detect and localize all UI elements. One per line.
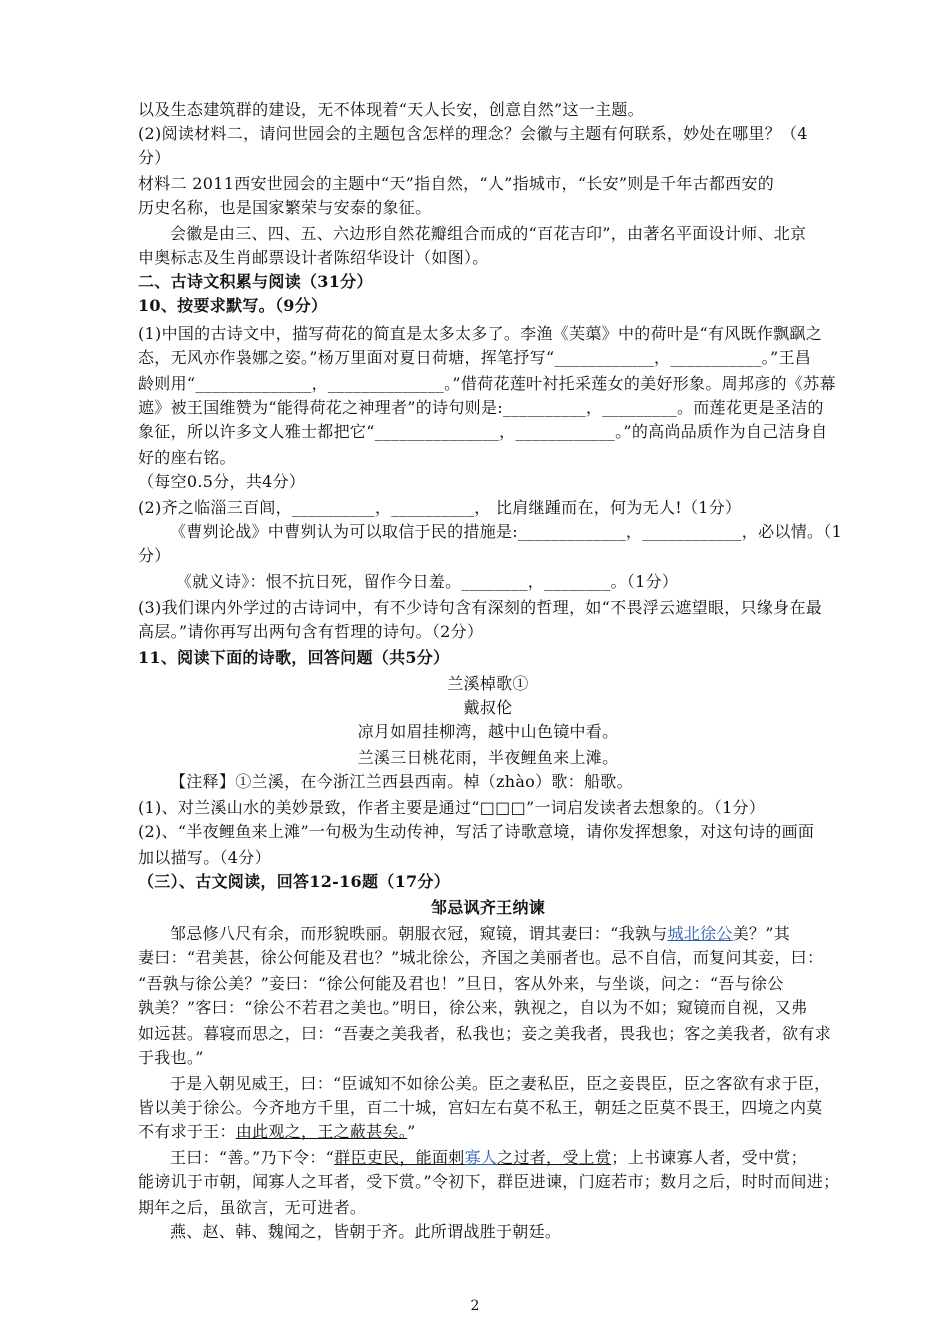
text-line: 分） bbox=[138, 546, 171, 565]
material-line: 会徽是由三、四、五、六边形自然花瓣组合而成的“百花吉印”，由著名平面设计师、北京 bbox=[170, 224, 807, 243]
question-line: 《就义诗》：恨不抗日死，留作今日羞。________，________。（1分） bbox=[176, 572, 679, 591]
question-line: (1)中国的古诗文中，描写荷花的简直是太多太多了。李渔《芙蕖》中的荷叶是“有风既作飘飖之 bbox=[138, 324, 823, 343]
underlined-phrase: 之过者，受上赏 bbox=[497, 1148, 612, 1167]
poem-title: 兰溪棹歌① bbox=[447, 674, 529, 693]
question-line: (3)我们课内外学过的古诗词中，有不少诗句含有深刻的哲理，如“不畏浮云遮望眼，只缘身在最 bbox=[138, 598, 823, 617]
passage-line: “吾孰与徐公美？”妾曰：“徐公何能及君也！”旦日，客从外来，与坐谈，问之：“吾与徐公 bbox=[138, 974, 784, 993]
passage-line: 能谤讥于市朝，闻寡人之耳者，受下赏。”令初下，群臣进谏，门庭若市；数月之后，时时而间进； bbox=[138, 1172, 840, 1191]
question-line: 高层。”请你再写出两句含有哲理的诗句。（2分） bbox=[138, 622, 484, 641]
passage-line: 皆以美于徐公。今齐地方千里，百二十城，宫妇左右莫不私王，朝廷之臣莫不畏王，四境之内莫 bbox=[138, 1098, 823, 1117]
question-line: 《曹刿论战》中曹刿认为可以取信于民的措施是:_____________，____________，必以情。（1 bbox=[170, 522, 843, 541]
question-heading: 11、阅读下面的诗歌，回答问题（共5分） bbox=[138, 648, 450, 667]
passage-text: 王曰：“善。”乃下令：“ bbox=[170, 1148, 335, 1167]
underlined-phrase: 由此观之，王之蔽甚矣。 bbox=[235, 1122, 408, 1141]
underlined-phrase: 城北徐公 bbox=[667, 924, 733, 943]
passage-line: 孰美？”客曰：“徐公不若君之美也。”明日，徐公来，孰视之，自以为不如；窥镜而自视，又弗 bbox=[138, 998, 808, 1017]
passage-line: 于是入朝见威王，曰：“臣诚知不如徐公美。臣之妻私臣，臣之妾畏臣，臣之客欲有求于臣， bbox=[170, 1074, 831, 1093]
page-number: 2 bbox=[470, 1298, 480, 1314]
material-line: 材料二 2011西安世园会的主题中“天”指自然，“人”指城市，“长安”则是千年古都西安的 bbox=[138, 174, 775, 193]
question-line: 好的座右铭。 bbox=[138, 448, 236, 467]
question-line: (2)阅读材料二，请问世园会的主题包含怎样的理念？会徽与主题有何联系，妙处在哪里？（4 bbox=[138, 124, 808, 143]
passage-line bbox=[170, 922, 838, 946]
passage-line bbox=[170, 1146, 838, 1170]
section-heading: 二、古诗文积累与阅读（31分） bbox=[138, 272, 373, 291]
underlined-phrase: 寡人 bbox=[464, 1148, 498, 1167]
section-heading: （三）、古文阅读，回答12-16题（17分） bbox=[138, 872, 451, 891]
question-line: (2)、“半夜鲤鱼来上滩”一句极为生动传神，写活了诗歌意境，请你发挥想象，对这句诗的画面 bbox=[138, 822, 815, 841]
text-line: 分） bbox=[138, 148, 171, 167]
poem-annotation: 【注释】①兰溪，在今浙江兰西县西南。棹（zhào）歌：船歌。 bbox=[170, 772, 633, 791]
underlined-phrase: 群臣吏民，能面刺 bbox=[334, 1148, 465, 1167]
passage-line: 燕、赵、韩、魏闻之，皆朝于齐。此所谓战胜于朝廷。 bbox=[170, 1222, 562, 1241]
poem-line: 凉月如眉挂柳湾，越中山色镜中看。 bbox=[357, 722, 619, 741]
poem-author: 戴叔伦 bbox=[463, 698, 513, 717]
question-line: 加以描写。（4分） bbox=[138, 848, 271, 867]
question-line: 态，无风亦作袅娜之姿。”杨万里面对夏日荷塘，挥笔抒写“____________，___________。”王昌 bbox=[138, 348, 812, 367]
question-line: 遮》被王国维赞为“能得荷花之神理者”的诗句则是:__________，_________。而莲花更是圣洁的 bbox=[138, 398, 824, 417]
passage-text: 不有求于王： bbox=[138, 1122, 236, 1141]
passage-text: 邹忌修八尺有余，而形貌昳丽。朝服衣冠，窥镜，谓其妻曰：“我孰与 bbox=[170, 924, 668, 943]
question-line: (2)齐之临淄三百闾，__________，__________， 比肩继踵而在，何为无人!（1分） bbox=[138, 498, 742, 517]
material-line: 申奥标志及生肖邮票设计者陈绍华设计（如图）。 bbox=[138, 248, 489, 267]
text-line: 以及生态建筑群的建设，无不体现着“天人长安，创意自然”这一主题。 bbox=[138, 100, 644, 119]
score-note: （每空0.5分，共4分） bbox=[138, 472, 306, 491]
passage-title: 邹忌讽齐王纳谏 bbox=[430, 898, 546, 917]
material-line: 历史名称，也是国家繁荣与安泰的象征。 bbox=[138, 198, 432, 217]
passage-text: ；上书谏寡人者，受中赏； bbox=[611, 1148, 807, 1167]
question-line: 象征，所以许多文人雅士都把它“_______________，____________。”的高尚品质作为自己洁身自 bbox=[138, 422, 828, 441]
passage-line bbox=[138, 1120, 838, 1144]
passage-text: 美？”其 bbox=[732, 924, 791, 943]
question-heading: 10、按要求默写。（9分） bbox=[138, 296, 328, 315]
passage-line: 妻曰：“君美甚，徐公何能及君也？”城北徐公，齐国之美丽者也。忌不自信，而复问其妾，曰： bbox=[138, 948, 824, 967]
passage-line: 于我也。” bbox=[138, 1048, 204, 1067]
passage-line: 如远甚。暮寝而思之，曰：“吾妻之美我者，私我也；妾之美我者，畏我也；客之美我者，欲有求 bbox=[138, 1024, 832, 1043]
passage-text: ” bbox=[407, 1122, 416, 1141]
passage-line: 期年之后，虽欲言，无可进者。 bbox=[138, 1198, 367, 1217]
question-line: 龄则用“______________，______________。”借荷花莲叶衬托采莲女的美好形象。周邦彦的《苏幕 bbox=[138, 374, 836, 393]
poem-line: 兰溪三日桃花雨，半夜鲤鱼来上滩。 bbox=[357, 748, 619, 767]
question-line: (1)、对兰溪山水的美妙景致，作者主要是通过“□□□”一词启发读者去想象的。（1分） bbox=[138, 798, 766, 817]
